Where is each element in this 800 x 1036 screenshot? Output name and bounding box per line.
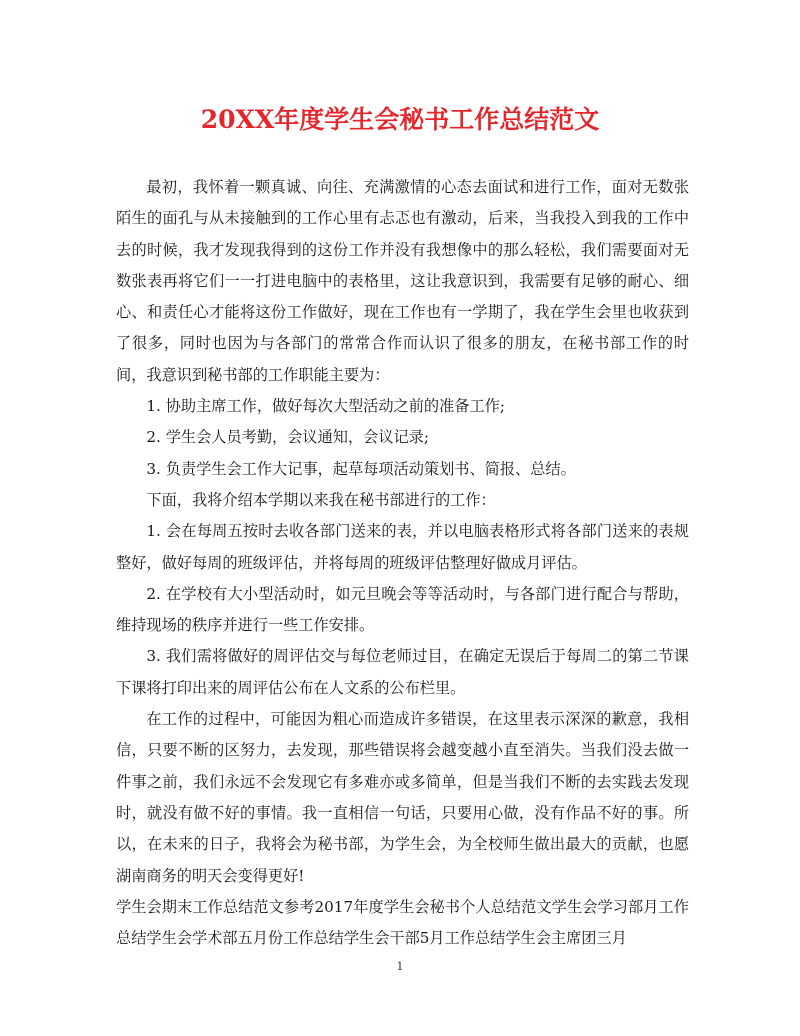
paragraph-work-intro: 下面，我将介绍本学期以来我在秘书部进行的工作： [146, 490, 496, 509]
duty-item-3: 3. 负责学生会工作大记事，起草每项活动策划书、简报、总结。 [146, 459, 576, 478]
paragraph-intro: 最初，我怀着一颗真诚、向往、充满激情的心态去面试和进行工作，面对无数张陌生的面孔与从未接触到的工作心里有忐忑也有激动，后来，当我投入到我的工作中去的时候，我才发现我得到的这份工作并没有我想像中的那么轻松，我们需要面对无数张表再将它们一一打进电脑中的表格里，这让我意识到，我需要有足够的耐心、细心、和责任心才能将这份工作做好，现在工作也有一学期了，我在学生会里也收获到了很多，同时也因为与各部门的常常合作而认识了很多的朋友，在秘书部工作的时间，我意识到秘书部的工作职能主要为： [116, 178, 689, 384]
work-item-2: 2. 在学校有大小型活动时，如元旦晚会等等活动时，与各部门进行配合与帮助，维持现场的秩序并进行一些工作安排。 [116, 584, 689, 635]
paragraph-conclusion: 在工作的过程中，可能因为粗心而造成许多错误，在这里表示深深的歉意，我相信，只要不断的区努力，去发现，那些错误将会越变越小直至消失。当我们没去做一件事之前，我们永远不会发现它有多难亦或多简单，但是当我们不断的去实践去发现时，就没有做不好的事情。我一直相信一句话，只要用心做，没有作品不好的事。所以，在未来的日子，我将会为秘书部，为学生会，为全校师生做出最大的贡献，也愿湖南商务的明天会变得更好! [116, 710, 689, 885]
duty-item-2: 2. 学生会人员考勤，会议通知，会议记录; [146, 428, 430, 447]
duty-item-1: 1. 协助主席工作，做好每次大型活动之前的准备工作; [146, 397, 505, 416]
work-item-1: 1. 会在每周五按时去收各部门送来的表，并以电脑表格形式将各部门送来的表规整好，做好每周的班级评估，并将每周的班级评估整理好做成月评估。 [116, 522, 689, 572]
related-articles-text: 学生会期末工作总结范文参考2017年度学生会秘书个人总结范文学生会学习部月工作总结学生会学术部五月份工作总结学生会干部5月工作总结学生会主席团三月 [116, 897, 689, 948]
work-item-3: 3. 我们需将做好的周评估交与每位老师过目，在确定无误后于每周二的第二节课下课将打印出来的周评估公布在人文系的公布栏里。 [116, 647, 689, 697]
document-body [116, 172, 689, 954]
page-number: 1 [396, 960, 404, 973]
document-title: 20XX年度学生会秘书工作总结范文 [200, 105, 600, 134]
